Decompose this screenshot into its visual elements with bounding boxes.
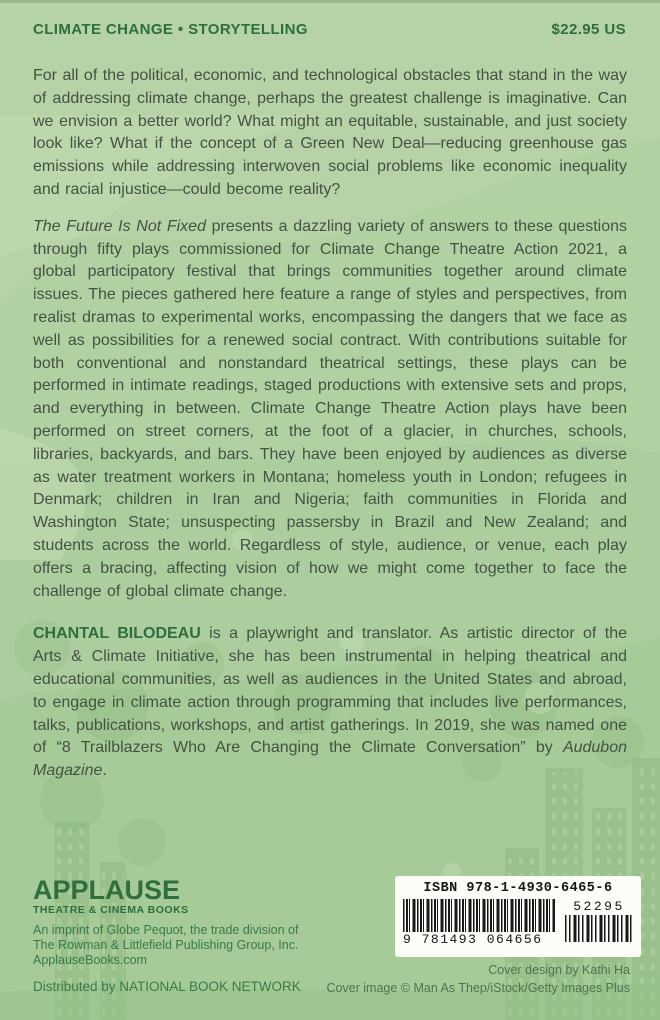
supplemental-barcode [565, 899, 633, 942]
applause-logo: APPLAUSE [33, 875, 181, 905]
credits [326, 962, 630, 997]
synopsis-paragraph-1: For all of the political, economic, and technological obstacles that stand in the way of addressing climate change, perhaps the greatest challenge is imaginative. Can we envision a better world? What might an equitable, sustainable, and just society look like? What if the concept of a Green New Deal—reducing greenhouse gas emissions while addressing interwoven social problems like economic inequality and racial injustice—could become reality? [33, 67, 627, 198]
supplemental-barcode-bars [565, 915, 633, 942]
isbn-barcode [395, 876, 641, 957]
applause-logo-subtitle: THEATRE & CINEMA BOOKS [33, 904, 189, 916]
synopsis-paragraph-2-text: presents a dazzling variety of answers to these questions through fifty plays commissioned for Climate Change Theatre Action 2021, a global participatory festival that brings communities together around climate issues. The pieces gathered here feature a range of styles and perspectives, from realist dramas to experimental works, encompassing the dangers that we face as well as possibilities for a renewed social contract. With contributions suitable for both conventional and nonstandard theatrical settings, these plays can be performed in intimate readings, staged productions with extensive sets and props, and everything in between. Climate Change Theatre Action plays have been performed on street corners, at the foot of a glacier, in churches, schools, libraries, backyards, and bars. They have been enjoyed by audiences as diverse as water treatment workers in Montana; homeless youth in London; refugees in Denmark; children in Iran and Nigeria; faith communities in Florida and Washington State; unsuspecting passersby in Brazil and New Zealand; and students across the world. Regardless of style, audience, or venue, each play offers a bracing, affecting vision of how we might come together to face the challenge of global climate change. [33, 217, 628, 600]
cover-image-credit: Cover image © Man As Thep/iStock/Getty Images Plus [326, 980, 630, 995]
category-label: CLIMATE CHANGE • STORYTELLING [33, 21, 308, 38]
synopsis-paragraph-2 [33, 216, 627, 604]
back-cover-copy [33, 65, 627, 783]
imprint-line-2: The Rowman & Littlefield Publishing Group, Inc. [33, 938, 299, 952]
distribution-line: Distributed by NATIONAL BOOK NETWORK [33, 979, 301, 994]
barcode-bars-row [403, 899, 633, 947]
imprint-line-1: An imprint of Globe Pequot, the trade division of [33, 923, 299, 937]
top-edge-shadow [0, 0, 660, 3]
publisher-block [33, 875, 363, 994]
author-bio [33, 623, 627, 783]
book-title: The Future Is Not Fixed [33, 217, 206, 235]
ean-barcode-bars [403, 899, 555, 932]
author-bio-text: is a playwright and translator. As artistic director of the Arts & Climate Initiative, she has been instrumental in helping theatrical and educational communities, as well as audiences in the United States and abroad, to engage in climate action through programming that includes live performances, talks, publications, workshops, and artist gatherings. In 2019, she was named one of “8 Trailblazers Who Are Changing the Climate Conversation” by [33, 625, 627, 757]
publisher-website: ApplauseBooks.com [33, 953, 147, 967]
imprint-info [33, 923, 363, 968]
price-code: 52295 [573, 899, 625, 914]
ean-barcode [403, 899, 555, 947]
author-bio-suffix: . [102, 762, 107, 780]
ean-digits: 9 781493 064656 [403, 932, 543, 947]
cover-design-credit: Cover design by Kathi Ha [488, 963, 630, 977]
isbn-number: ISBN 978-1-4930-6465-6 [423, 881, 613, 896]
magazine-name: Audubon Magazine [33, 739, 627, 780]
header [33, 21, 626, 38]
author-name: CHANTAL BILODEAU [33, 625, 201, 643]
price-label: $22.95 US [551, 21, 626, 38]
